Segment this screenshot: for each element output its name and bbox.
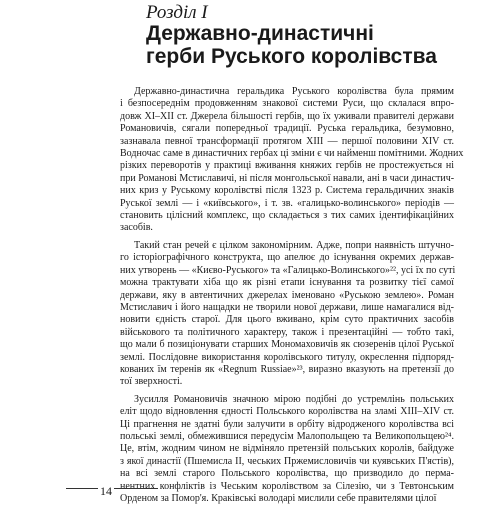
text-line: Водночас саме в династичних гербах ці зміни є чи найменш помітними. Жодних xyxy=(120,148,464,160)
text-line: польські землі, обмежившися передусім Малопольщею та Великопольщею²⁴. xyxy=(120,430,454,442)
text-line: становить цілісний комплекс, що складається з тих самих ідентифікаційних xyxy=(120,210,454,222)
text-line: еліт щодо відновлення єдності Польського королівства на зламі XIII–XIV ст. xyxy=(120,406,454,418)
text-line: військового та політичного характеру, також і презентаційні — тобто такі, xyxy=(120,326,454,338)
text-line: тої зверхності. xyxy=(120,376,183,388)
page-title xyxy=(146,22,476,68)
text-line: новити єдність старої. Для цього вживано, крім суто практичних засобів xyxy=(120,314,454,326)
text-line: при Романові Мстиславичі, ні після монгольської навали, ані в часи династич- xyxy=(120,172,455,184)
title-line: Державно-династичні xyxy=(146,22,374,45)
text-line: них криз у Руському королівстві після 1323 р. Система геральдичних знаків xyxy=(120,185,454,197)
text-line: Такий стан речей є цілком закономірним. Адже, попри наявність штучно- xyxy=(134,239,454,251)
text-line: що мали б позиціонувати старших Мономаховичів як сюзеренів цілої Руської xyxy=(120,339,454,351)
text-line: нентних конфліктів із Чеським королівством за Сілезію, чи з Тевтонським xyxy=(120,480,454,492)
text-line: Орденом за Помор'я. Краківські володарі мислили себе правителями цілої xyxy=(120,493,437,504)
paragraph xyxy=(120,240,454,389)
text-line: землі. Послідовне використання королівського титулу, окреслення підпоряд- xyxy=(120,351,454,363)
text-line: зазнавала певної трансформації протягом XIII — першої половини XIV ст. xyxy=(120,135,454,147)
chapter-label: Розділ I xyxy=(146,2,208,23)
text-line: різких переворотів у практиці вживання княжих гербів не простежується ні xyxy=(120,160,454,172)
text-line: засобів. xyxy=(120,222,153,234)
text-line: Державно-династична геральдика Руського королівства була прямим xyxy=(134,86,454,97)
text-line: Романовичів, сягали попередньої традиції. Руська геральдика, безумовно, xyxy=(120,123,454,135)
text-line: Це, втім, жодним чином не відміняло претензій польських королів, байдуже xyxy=(120,443,454,455)
title-line: герби Руського королівства xyxy=(146,45,437,68)
text-line: з якої династії (Пшемисла II, чеських Пржемисловичів чи куявських П'ястів), xyxy=(120,455,454,467)
text-line: го історіографічного конструкта, що апелює до існування окремих держав- xyxy=(120,252,454,264)
text-line: можна трактувати хіба що як різні етапи існування та розвитку тієї самої xyxy=(120,277,454,289)
body-text xyxy=(120,86,464,510)
text-line: Мстиславич і його нащадки не творили нової держави, лише намагалися від- xyxy=(120,301,454,313)
paragraph xyxy=(120,86,464,235)
text-line: Руської землі — і «київського», і т. зв. «галицько-волинського» періодів — xyxy=(120,197,454,209)
text-line: Ці прагнення не здатні були залучити в орбіту відродженого королівства всі xyxy=(120,418,454,430)
text-line: них утворень — «Києво-Руського» та «Галицько-Волинського»²², усі їх по суті xyxy=(120,264,456,276)
text-line: кованих їм теренів як «Regnum Russiae»²³, виразно вказують на претензії до xyxy=(120,363,454,375)
text-line: і безпосереднім продовженням знакової системи Руси, що склалася впро- xyxy=(120,98,454,110)
text-line: Зусилля Романовичів значною мірою подібні до устремлінь польських xyxy=(134,393,454,405)
text-line: на всі землі старого Польського королівства, що призводило до перма- xyxy=(120,468,454,480)
text-line: довж XI–XII ст. Джерела більшості гербів, що їх уживали правителі держави xyxy=(120,110,454,122)
page-number: 14 xyxy=(100,484,112,498)
text-line: держави, яку в автентичних джерелах іменовано «Руською землею». Роман xyxy=(120,289,454,301)
paragraph xyxy=(120,394,454,506)
